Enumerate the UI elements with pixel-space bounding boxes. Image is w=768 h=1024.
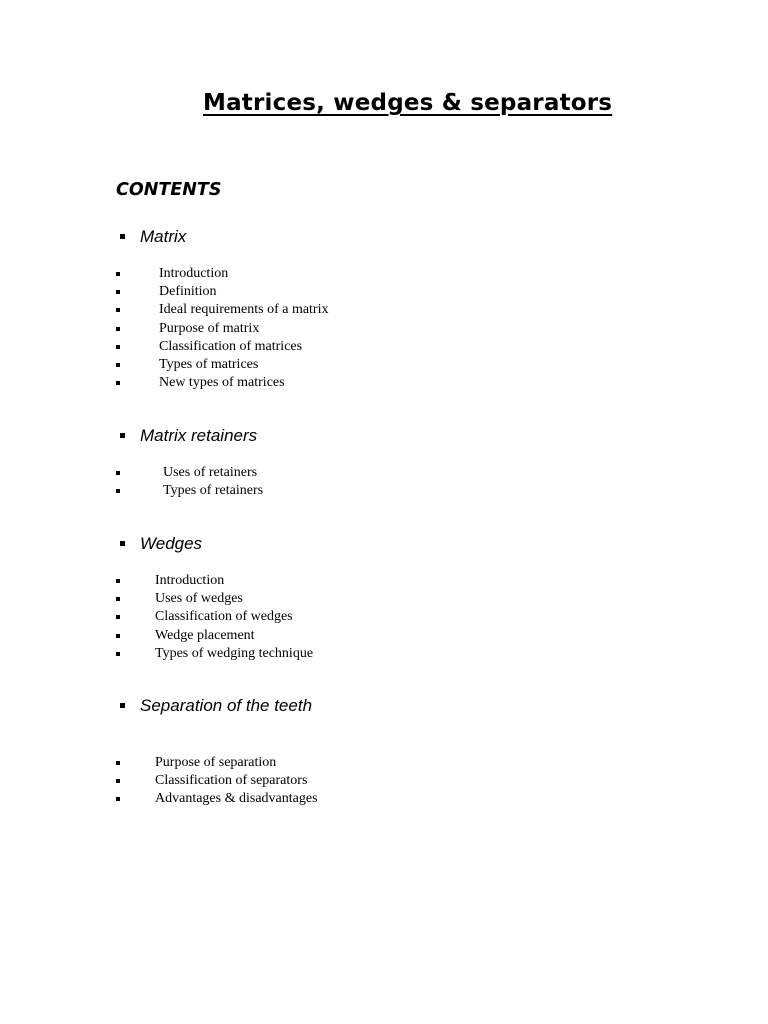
section-heading-label: Wedges: [140, 534, 203, 553]
document-title: Matrices, wedges & separators: [203, 90, 613, 116]
contents-heading: CONTENTS: [116, 180, 222, 200]
square-bullet-icon: [116, 779, 120, 783]
square-bullet-icon: [116, 471, 120, 475]
square-bullet-icon: [116, 634, 120, 638]
square-bullet-icon: [116, 327, 120, 331]
square-bullet-icon: [120, 234, 125, 239]
square-bullet-icon: [116, 597, 120, 601]
square-bullet-icon: [116, 345, 120, 349]
square-bullet-icon: [116, 761, 120, 765]
square-bullet-icon: [120, 541, 125, 546]
section-heading-matrix-retainers: [116, 426, 257, 446]
section-heading-separation: [116, 696, 312, 716]
square-bullet-icon: [116, 290, 120, 294]
square-bullet-icon: [116, 652, 120, 656]
square-bullet-icon: [120, 433, 125, 438]
square-bullet-icon: [116, 363, 120, 367]
square-bullet-icon: [116, 489, 120, 493]
square-bullet-icon: [116, 272, 120, 276]
square-bullet-icon: [116, 797, 120, 801]
section-heading-label: Matrix: [140, 227, 187, 246]
square-bullet-icon: [116, 579, 120, 583]
square-bullet-icon: [116, 308, 120, 312]
square-bullet-icon: [116, 615, 120, 619]
document-page: Matrices, wedges & separators CONTENTS Matrix Introduction Definition Ideal requirements of a matrix Purpose of matrix Classification of matrices Types of matrices New types of matrices Matrix retainers Uses of retainers Types of retainers Wedges Introduction Uses of wedges Classification of wedges Wedge placement Types of wedging technique Separation of the teeth Purpose of separation Classification of separators Advantages & disadvantages: [116, 90, 613, 807]
section-heading-wedges: [116, 534, 202, 554]
square-bullet-icon: [116, 381, 120, 385]
square-bullet-icon: [120, 703, 125, 708]
section-heading-label: Separation of the teeth: [140, 696, 313, 715]
section-heading-matrix: [116, 227, 186, 247]
section-heading-label: Matrix retainers: [140, 426, 258, 445]
